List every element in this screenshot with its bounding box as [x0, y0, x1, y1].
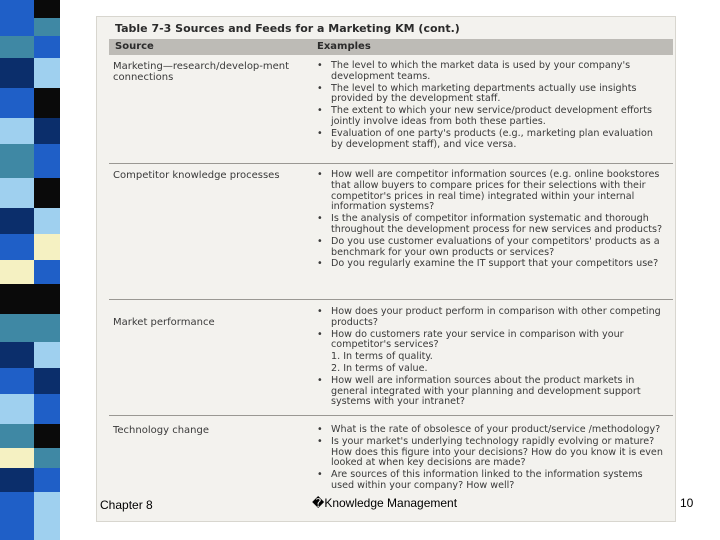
footer-title [312, 496, 457, 510]
example-item: • How well are competitor information sources (e.g. online bookstores that allow buyers to compare prices for their selections with their competitor's prices in real time) integrated within your internal information systems? [317, 169, 660, 213]
strip-block [0, 36, 34, 58]
table-title: Table 7-3 Sources and Feeds for a Marketing KM (cont.) [115, 22, 460, 35]
bullet-glyph: • [317, 105, 323, 117]
strip-block [34, 314, 60, 342]
example-subitem: 1. In terms of quality. [331, 351, 433, 363]
example-item: • Do you regularly examine the IT support that your competitors use? [317, 258, 659, 270]
strip-block [0, 118, 34, 144]
example-item: • The level to which the market data is used by your company's development teams. [317, 60, 631, 82]
strip-block [34, 342, 60, 368]
strip-block [0, 178, 34, 208]
strip-block [34, 284, 60, 314]
row-divider [109, 415, 673, 416]
bullet-glyph: • [317, 82, 323, 94]
strip-block [0, 492, 34, 540]
bullet-glyph: • [317, 435, 323, 447]
bullet-glyph: • [317, 60, 323, 71]
bullet-glyph: • [317, 213, 323, 225]
strip-block [0, 234, 34, 260]
strip-block [0, 58, 34, 88]
strip-block [0, 144, 34, 178]
example-item: • What is the rate of obsolesce of your product/service /methodology? [317, 424, 661, 435]
col-header-source: Source [115, 41, 154, 52]
strip-block [34, 118, 60, 144]
strip-block [0, 394, 34, 424]
strip-block [34, 260, 60, 284]
strip-block [0, 468, 34, 492]
strip-block [34, 144, 60, 178]
row-examples [317, 307, 667, 409]
row-divider [109, 299, 673, 300]
example-item: • Is the analysis of competitor information systematic and thorough throughout the development process for new services and products? [317, 213, 663, 235]
bullet-glyph: • [317, 127, 323, 139]
strip-block [0, 0, 34, 36]
footer-chapter: Chapter 8 [100, 498, 153, 512]
strip-block [34, 18, 60, 36]
example-item: • How does your product perform in comparison with other competing products? [317, 306, 661, 328]
strip-block [34, 0, 60, 18]
strip-block [34, 178, 60, 208]
bullet-glyph: • [317, 235, 323, 247]
strip-block [34, 36, 60, 58]
strip-block [0, 260, 34, 284]
bullet-glyph: • [317, 424, 323, 435]
strip-block [34, 394, 60, 424]
replacement-glyph: � [312, 496, 325, 510]
row-examples [317, 61, 667, 151]
strip-block [0, 284, 34, 314]
strip-block [34, 58, 60, 88]
strip-block [0, 342, 34, 368]
example-item: • Evaluation of one party's products (e.g., marketing plan evaluation by development staff), and vice versa. [317, 127, 653, 150]
row-source: Market performance [113, 317, 215, 328]
bullet-glyph: • [317, 306, 323, 317]
strip-block [34, 424, 60, 448]
bullet-glyph: • [317, 328, 323, 340]
bullet-glyph: • [317, 258, 323, 270]
example-item: • Do you use customer evaluations of your competitors' products as a benchmark for your own products or services? [317, 235, 660, 258]
footer-title-text: Knowledge Management [324, 496, 458, 510]
strip-block [34, 208, 60, 234]
row-source: Competitor knowledge processes [113, 170, 280, 181]
example-item: • Is your market's underlying technology rapidly evolving or mature? How does this figure into your decisions? How do you know it is even looked at when key decisions are made? [317, 435, 663, 469]
table-header-row [109, 39, 673, 55]
strip-block [0, 314, 34, 342]
strip-block [34, 468, 60, 492]
scanned-table-page [96, 16, 676, 522]
row-examples [317, 170, 667, 271]
example-item: • The extent to which your new service/product development efforts jointly involve ideas from both these parties. [317, 105, 653, 127]
row-divider [109, 163, 673, 164]
example-item: • How do customers rate your service in comparison with your competitor's services? [317, 328, 624, 351]
row-source: Marketing—research/develop-ment connections [113, 61, 290, 83]
page-number: 10 [680, 496, 694, 510]
example-subitem: 2. In terms of value. [331, 362, 428, 374]
decorative-color-strip [0, 0, 70, 540]
bullet-glyph: • [317, 469, 323, 481]
row-source: Technology change [113, 425, 209, 436]
strip-block [34, 492, 60, 540]
strip-block [34, 234, 60, 260]
strip-block [0, 208, 34, 234]
strip-block [34, 448, 60, 468]
example-item: • The level to which marketing departments actually use insights provided by the development staff. [317, 82, 637, 105]
strip-block [0, 448, 34, 468]
strip-block [0, 88, 34, 118]
strip-block [0, 368, 34, 394]
bullet-glyph: • [317, 374, 323, 386]
col-header-examples: Examples [317, 41, 371, 52]
strip-block [0, 424, 34, 448]
example-item: • Are sources of this information linked to the information systems used within your company? How well? [317, 469, 643, 491]
example-item: • How well are information sources about the product markets in general integrated with your planning and development support systems with your intranet? [317, 374, 641, 408]
row-examples [317, 425, 667, 493]
strip-block [34, 368, 60, 394]
strip-block [34, 88, 60, 118]
bullet-glyph: • [317, 169, 323, 180]
